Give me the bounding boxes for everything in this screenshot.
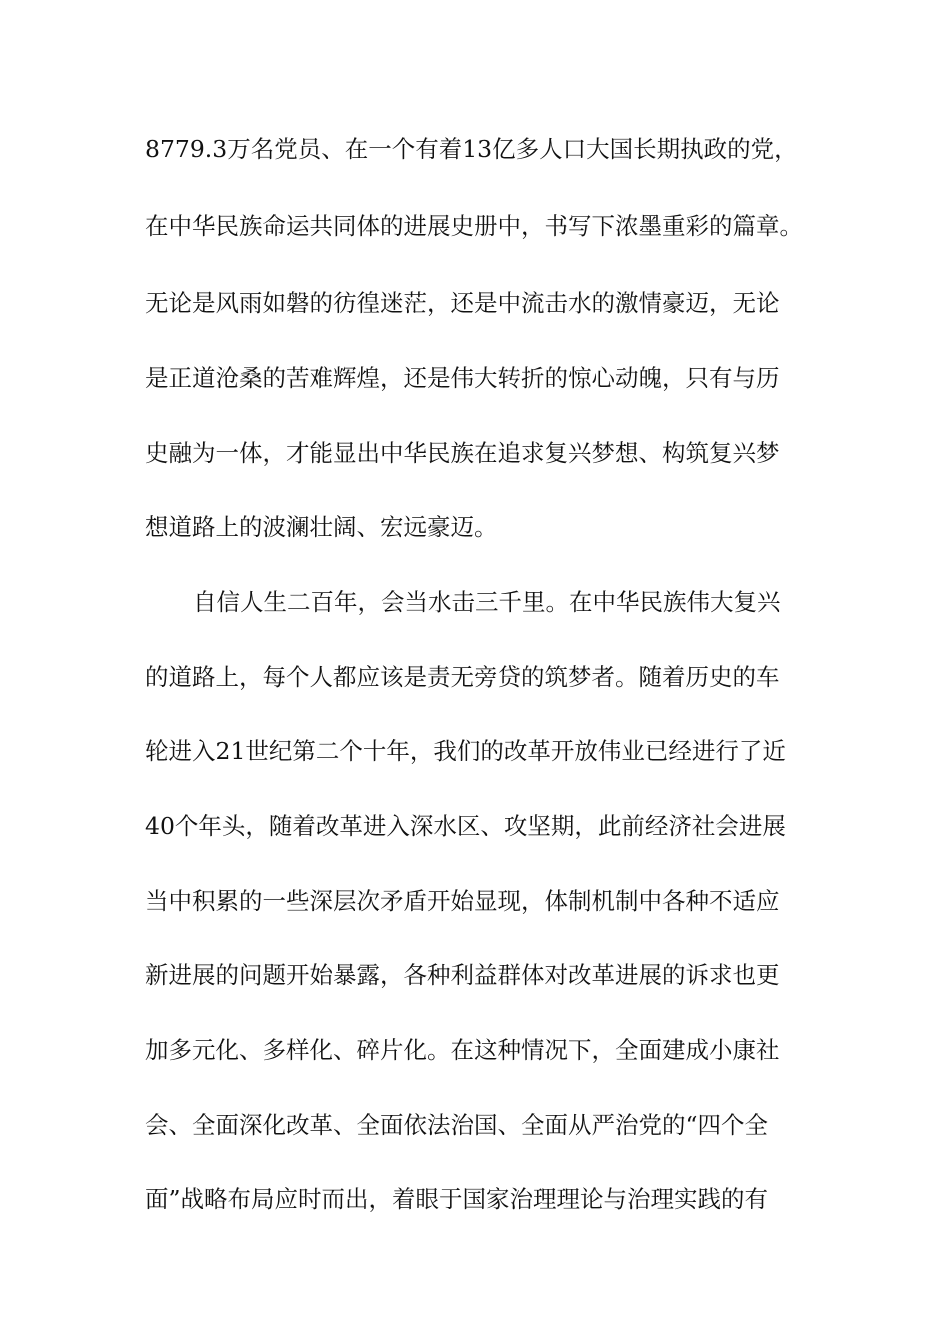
paragraph-first-line: 自信人生二百年，会当水击三千里。在中华民族伟大复兴 xyxy=(193,588,781,616)
text-line: 会、全面深化改革、全面依法治国、全面从严治党的“四个全 xyxy=(145,1111,769,1139)
text-line: 想道路上的波澜壮阔、宏远豪迈。 xyxy=(145,513,498,541)
text-line: 轮进入21世纪第二个十年，我们的改革开放伟业已经进行了近 xyxy=(145,737,786,765)
text-line: 40个年头，随着改革进入深水区、攻坚期，此前经济社会进展 xyxy=(145,812,786,840)
text-line: 加多元化、多样化、碎片化。在这种情况下，全面建成小康社 xyxy=(145,1036,780,1064)
text-line: 当中积累的一些深层次矛盾开始显现，体制机制中各种不适应 xyxy=(145,887,780,915)
text-line: 面”战略布局应时而出，着眼于国家治理理论与治理实践的有 xyxy=(145,1185,769,1213)
text-line: 在中华民族命运共同体的进展史册中，书写下浓墨重彩的篇章。 xyxy=(145,212,803,240)
text-line: 8779.3万名党员、在一个有着13亿多人口大国长期执政的党， xyxy=(145,135,798,163)
text-line: 新进展的问题开始暴露，各种利益群体对改革进展的诉求也更 xyxy=(145,961,780,989)
text-line: 无论是风雨如磐的彷徨迷茫，还是中流击水的激情豪迈，无论 xyxy=(145,289,780,317)
text-line: 是正道沧桑的苦难辉煌，还是伟大转折的惊心动魄，只有与历 xyxy=(145,364,780,392)
text-line: 的道路上，每个人都应该是责无旁贷的筑梦者。随着历史的车 xyxy=(145,663,780,691)
text-line: 史融为一体，才能显出中华民族在追求复兴梦想、构筑复兴梦 xyxy=(145,439,780,467)
